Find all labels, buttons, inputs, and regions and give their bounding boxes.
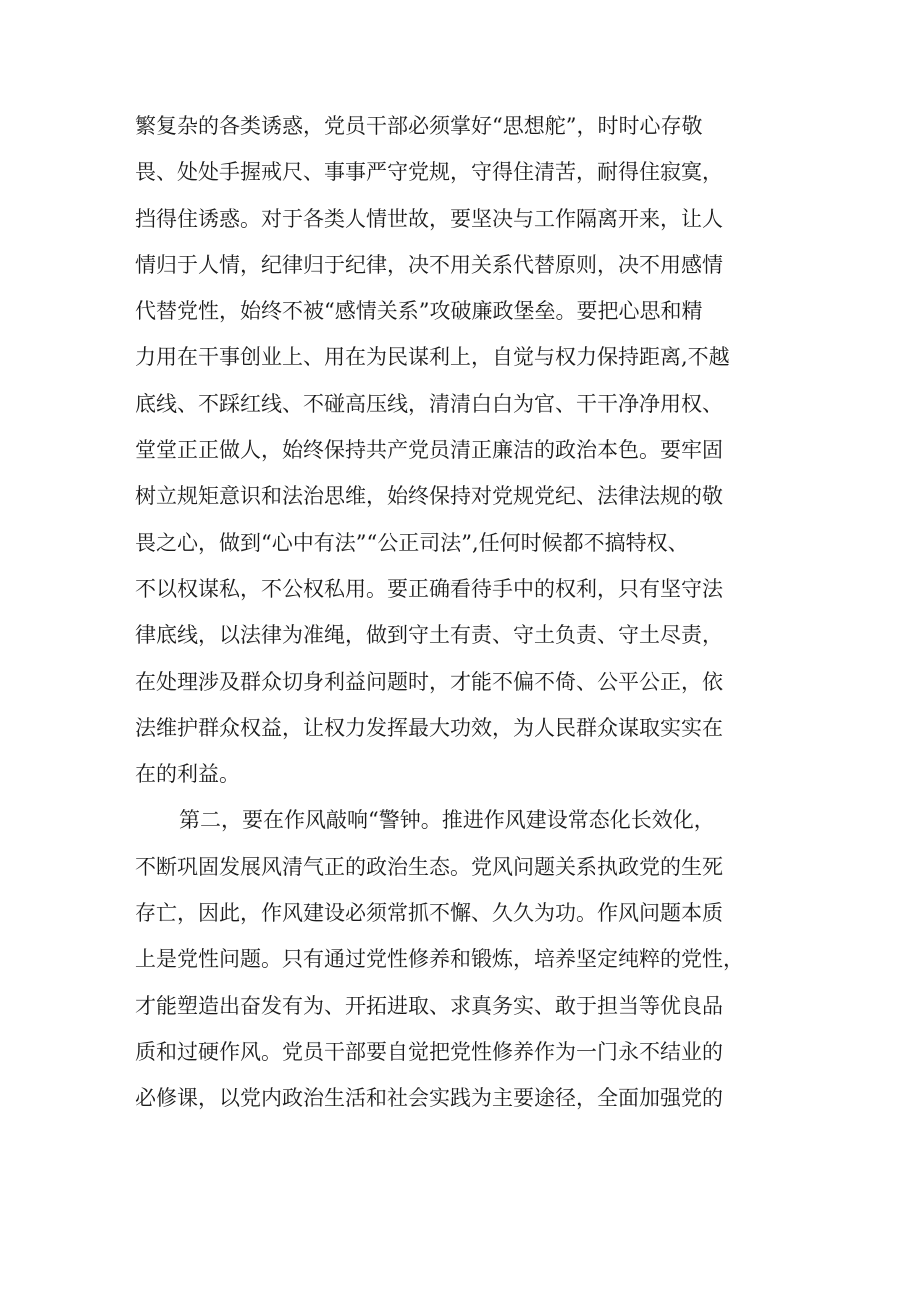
text-line: 必修课，以党内政治生活和社会实践为主要途径，全面加强党的 [135, 1086, 723, 1111]
text-line: 才能塑造出奋发有为、开拓进取、求真务实、敢于担当等优良品 [135, 993, 723, 1018]
text-line: 底线、不踩红线、不碰高压线，清清白白为官、干干净净用权、 [135, 391, 723, 416]
text-line: 畏、处处手握戒尺、事事严守党规，守得住清苦，耐得住寂寞， [135, 160, 723, 185]
text-line: 质和过硬作风。党员干部要自觉把党性修养作为一门永不结业的 [135, 1039, 723, 1064]
body-text [135, 103, 790, 1122]
text-line: 情归于人情，纪律归于纪律，决不用关系代替原则，决不用感情 [135, 252, 723, 277]
text-line: 力用在干事创业上、用在为民谋利上，自觉与权力保持距离,不越 [135, 345, 730, 370]
text-line: 上是党性问题。只有通过党性修养和锻炼，培养坚定纯粹的党性， [135, 947, 744, 972]
text-line: 在处理涉及群众切身利益问题时，才能不偏不倚、公平公正，依 [135, 669, 723, 694]
text-line: 畏之心，做到“心中有法”“公正司法”,任何时候都不搞特权、 [135, 530, 689, 555]
text-line: 挡得住诱惑。对于各类人情世故，要坚决与工作隔离开来，让人 [135, 206, 723, 231]
text-line: 繁复杂的各类诱惑，党员干部必须掌好“思想舵”，时时心存敬 [135, 114, 703, 138]
text-line: 在的利益。 [135, 762, 240, 787]
text-line: 树立规矩意识和法治思维，始终保持对党规党纪、法律法规的敬 [135, 484, 723, 509]
text-line: 法维护群众权益，让权力发挥最大功效，为人民群众谋取实实在 [135, 715, 723, 740]
text-line: 存亡，因此，作风建设必须常抓不懈、久久为功。作风问题本质 [135, 901, 723, 926]
text-line: 代替党性，始终不被“感情关系”攻破廉政堡垒。要把心思和精 [135, 299, 703, 324]
text-line: 不断巩固发展风清气正的政治生态。党风问题关系执政党的生死 [135, 854, 723, 879]
text-line: 律底线，以法律为准绳，做到守土有责、守土负责、守土尽责， [135, 623, 723, 648]
paragraph-start-line: 第二，要在作风敲响“警钟。推进作风建设常态化长效化， [179, 808, 715, 833]
text-line: 堂堂正正做人，始终保持共产党员清正廉洁的政治本色。要牢固 [135, 438, 723, 463]
text-line: 不以权谋私，不公权私用。要正确看待手中的权利，只有坚守法 [135, 576, 723, 601]
